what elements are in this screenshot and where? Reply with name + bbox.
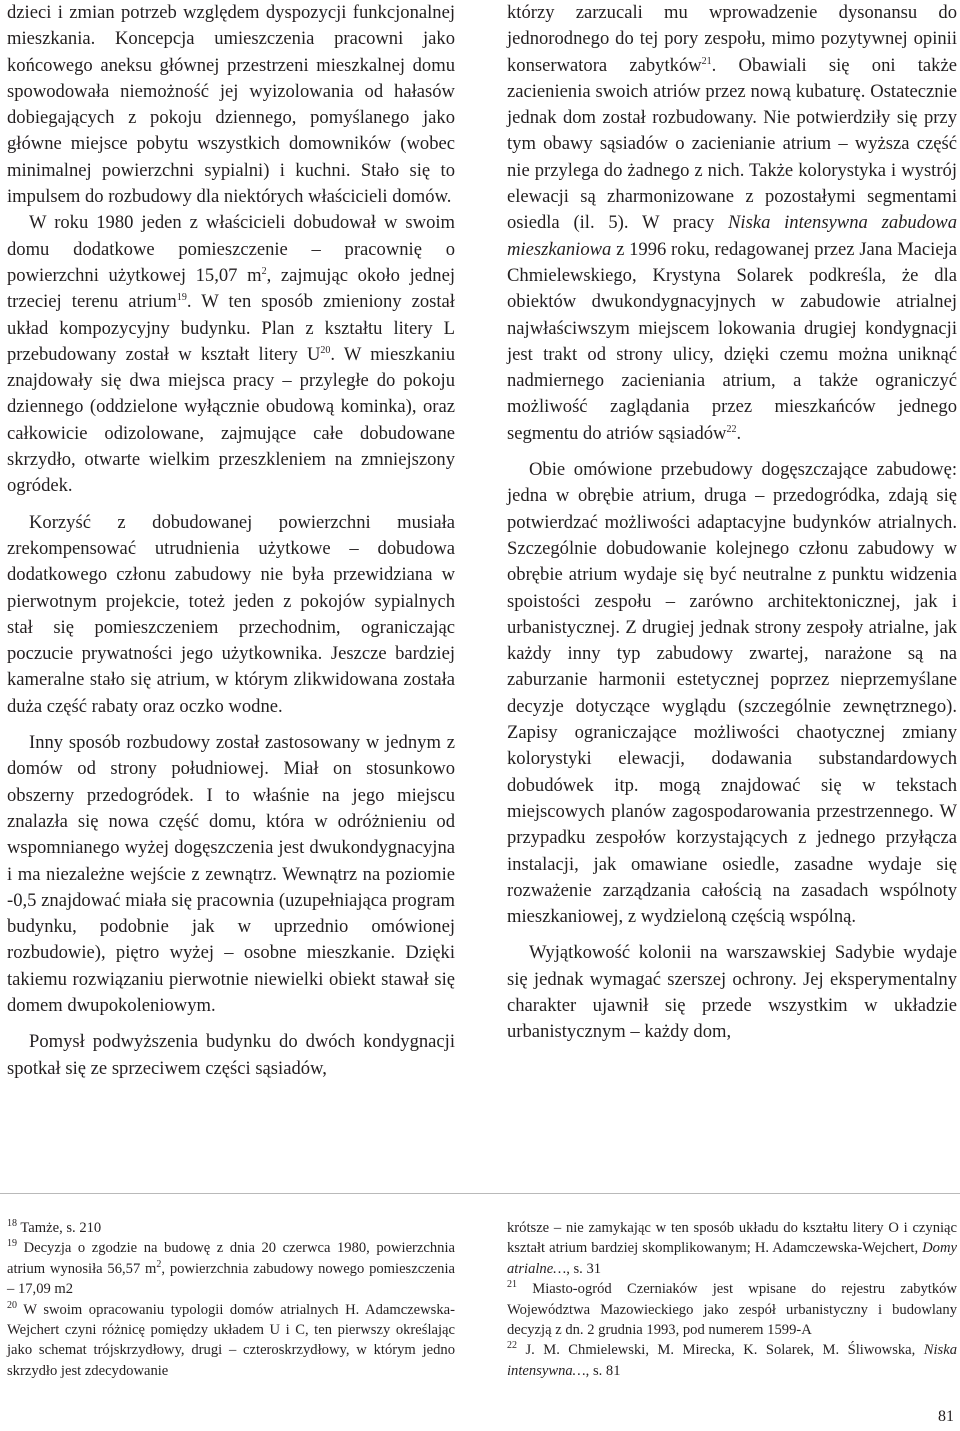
text-run: . W mieszkaniu znajdowały się dwa miejsca pracy – przyległe do pokoju dziennego (oddzielone wyłącznie obudową kominka), oraz całkowicie odizolowane, zajmujące całe dobudowane skrzydło, otwarte wielkim przeszkleniem na zmniejszony ogródek. <box>7 343 455 497</box>
paragraph: Obie omówione przebudowy dogęszczające zabudowę: jedna w obrębie atrium, druga – przedogródka, zdają się potwierdzać możliwości adaptacyjne budynków atrialnych. Szczególnie dobudowanie kolejnego członu zabudowy w obrębie atrium wydaje się być neutralne z punktu widzenia spoistości zespołu – zarówno architektonicznej, jak i urbanistycznej. Z drugiej jednak strony zespoły atrialne, jak każdy inny typ zabudowy zwartej, narażone są na zaburzanie harmonii estetycznej poprzez nieprzemyślane decyzje dotyczące wyglądu (szczególnie zewnętrznego). Zapisy ograniczające możliwości chaotycznej zmiany kolorystyki elewacji, dodawania substandardowych dobudówek itp. mogą znajdować się w tekstach miejscowych planów zagospodarowania przestrzennego. W przypadku zespołów korzystających z jednego przyłącza instalacji, jak omawiane osiedle, zasadne wydaje się rozważenie zarządzania całością na zasadach wspólnoty mieszkaniowej, z wydzieloną częścią wspólną. <box>507 459 957 928</box>
paragraph <box>7 210 455 499</box>
footnote-text: Decyzja o zgodzie na budowę z dnia 20 czerwca 1980, powierzchnia atrium wynosiła 56,57 m <box>7 1240 455 1277</box>
paragraph: dzieci i zmian potrzeb względem dyspozycji funkcjonalnej mieszkania. Koncepcja umieszczenia pracowni jako końcowego aneksu głównej przestrzeni mieszkalnej domu spowodowała niemożność jej wyizolowania od hałasów dobiegających z pokoju dziennego, pomyślanego jako główne miejsce pobytu wszystkich domowników (wobec minimalnej powierzchni sypialni) i kuchni. Stało się to impulsem do rozbudowy dla niektórych właścicieli domów. <box>7 2 455 208</box>
footnote-ref: 21 <box>701 55 712 67</box>
footnote-ref: 20 <box>320 344 331 356</box>
paragraph: Inny sposób rozbudowy został zastosowany w jednym z domów od strony południowej. Miał on stosunkowo obszerny przedogródek. I to właśnie na jego miejscu znalazła się nowa część domu, która w odróżnieniu od wspomnianego wyżej dogęszczenia jest dwukondygnacyjna i ma niezależne wejście z zewnątrz. Wewnątrz na poziomie -0,5 znajdować miała się pracownia (uzupełniająca program budynku, podobnie jak w uprzednio omówionej rozbudowie), piętro wyżej – osobne mieszkanie. Dzięki takiemu rozwiązaniu pierwotnie niewielki obiekt stawał się domem dwupokoleniowym. <box>7 732 455 1016</box>
footnote-text: Miasto-ogród Czerniaków jest wpisane do rejestru zabytków Województwa Mazowieckiego jako zespół urbanistyczny i budowlany decyzją z dn. 2 grudnia 1993, pod numerem 1599-A <box>507 1281 957 1339</box>
left-text-column <box>7 0 455 1082</box>
paragraph: Pomysł podwyższenia budynku do dwóch kondygnacji spotkał się ze sprzeciwem części sąsiadów, <box>7 1031 455 1079</box>
footnote-number: 21 <box>507 1279 517 1291</box>
footnote-divider <box>0 1193 960 1194</box>
footnote-number: 20 <box>7 1299 17 1311</box>
text-run: W roku 1980 jeden z właścicieli dobudował w swoim domu dodatkowe pomieszczenie – pracownię o powierzchni użytkowej 15,07 m <box>7 212 455 286</box>
text-run: . <box>736 422 742 444</box>
book-title: Niska intensywna zabudowa mieszkaniowa <box>507 212 957 260</box>
paragraph: Korzyść z dobudowanej powierzchni musiała zrekompensować utrudnienia użytkowe – dobudowa dodatkowego członu zabudowy nie była przewidziana w pierwotnym projekcie, toteż jeden z pokojów sypialnych stał się pomieszczeniem przechodnim, ograniczając poczucie prywatności jego użytkownika. Jeszcze bardziej kameralne stało się atrium, w którym zlikwidowana została duża część rabaty oraz oczko wodne. <box>7 511 455 717</box>
footnote-text: , s. 31 <box>566 1260 602 1277</box>
footnote-text: , s. 81 <box>585 1362 621 1379</box>
text-run: z 1996 roku, redagowanej przez Jana Macieja Chmielewskiego, Krystyna Solarek podkreśla, że dla obiektów dwukondygnacyjnych w zabudowie atrialnej najwłaściwszym miejscem lokowania drugiej kondygnacji jest trakt od strony ulicy, dzięki czemu można uniknąć nadmiernego zacieniania atrium, a także ograniczyć możliwość zaglądania przez mieszkańców jednego segmentu do atriów sąsiadów <box>507 238 957 444</box>
footnote-19 <box>7 1238 455 1299</box>
footnotes-right <box>507 1218 957 1381</box>
text-run: , zajmując około jednej trzeciej terenu atrium <box>7 264 455 313</box>
footnote-ref: 19 <box>176 292 187 304</box>
page-number: 81 <box>938 1408 954 1425</box>
paragraph <box>507 0 957 447</box>
text-run: którzy zarzucali mu wprowadzenie dysonansu do jednorodnego do tej pory zespołu, mimo pozytywnej opinii konserwatora zabytków <box>507 2 957 76</box>
footnote-number: 18 <box>7 1218 17 1230</box>
book-title: Domy atrialne… <box>507 1240 957 1277</box>
text-run: . W ten sposób zmieniony został układ kompozycyjny budynku. Plan z kształtu litery L przebudowany został w kształt litery U <box>7 291 455 365</box>
footnotes-left <box>7 1218 455 1381</box>
text-run: . Obawiali się oni także zacienienia swoich atriów przez nową kubaturę. Ostatecznie jednak dom został rozbudowany. Nie potwierdziły się przy tym obawy sąsiadów o zacienianie atrium – wyższa część nie przylega do żadnego z nich. Także kolorystyka i wystrój elewacji są zharmonizowane z pozostałymi segmentami osiedla (il. 5). W pracy <box>507 54 957 234</box>
footnote-20-continued <box>507 1218 957 1279</box>
right-text-column <box>507 0 957 1046</box>
footnote-text: , powierzchnia zabudowy nowego pomieszczenia – 17,09 m2 <box>7 1260 455 1298</box>
footnote-text: J. M. Chmielewski, M. Mirecka, K. Solarek, M. Śliwowska, <box>525 1342 924 1359</box>
footnote-18 <box>7 1218 455 1238</box>
footnote-text: W swoim opracowaniu typologii domów atrialnych H. Adamczewska-Wejchert czyni różnicę pomiędzy układem U i C, ten pierwszy określając jako schemat trójskrzydłowy, drugi – czteroskrzydłowy, w którym jedno skrzydło jest zdecydowanie <box>7 1301 455 1379</box>
book-title: Niska intensywna… <box>507 1342 957 1379</box>
superscript: 2 <box>261 265 267 277</box>
footnote-number: 19 <box>7 1238 17 1250</box>
footnote-20 <box>7 1300 455 1382</box>
footnote-number: 22 <box>507 1340 517 1352</box>
footnote-ref: 22 <box>726 423 737 435</box>
superscript: 2 <box>156 1258 162 1270</box>
footnote-21 <box>507 1279 957 1340</box>
footnote-22 <box>507 1340 957 1381</box>
paragraph: Wyjątkowość kolonii na warszawskiej Sadybie wydaje się jednak wymagać szerszej ochrony. Jej eksperymentalny charakter ujawnił się przede wszystkim w układzie urbanistycznym – każdy dom, <box>507 942 957 1043</box>
footnote-text: Tamże, s. 210 <box>20 1220 102 1236</box>
footnote-text: krótsze – nie zamykając w ten sposób układu do kształtu litery O i czyniąc kształt atrium bardziej skomplikowanym; H. Adamczewska-Wejchert, <box>507 1220 957 1257</box>
